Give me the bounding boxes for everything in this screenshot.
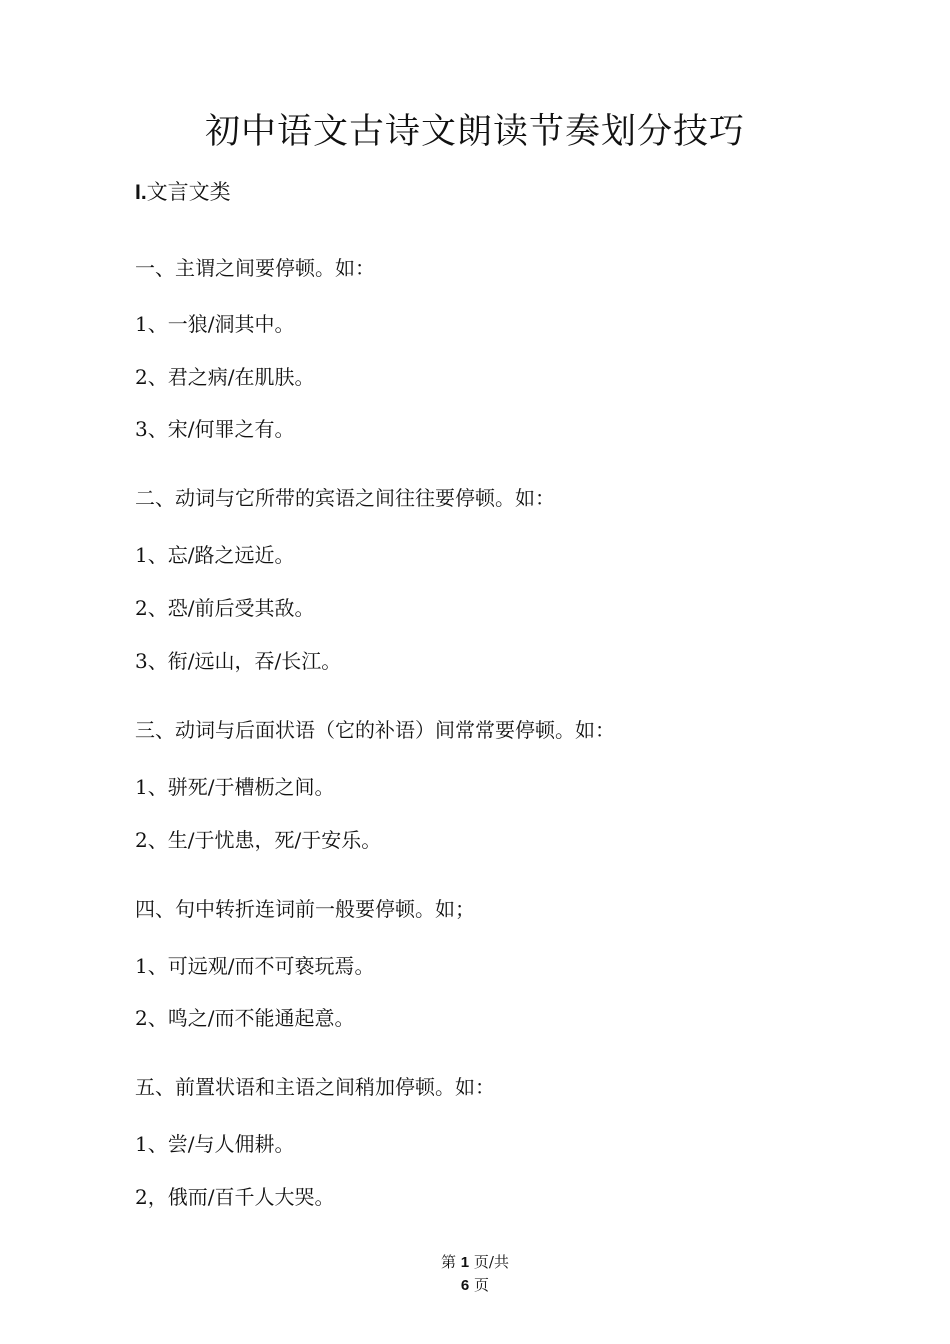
total-pages: 6 <box>460 1277 470 1294</box>
page-number-line1: 第 1 页/共 <box>441 1253 509 1271</box>
example-line: 3、宋/何罪之有。 <box>135 417 295 441</box>
section-heading <box>135 176 231 206</box>
example-line: 2、鸣之/而不能通起意。 <box>135 1006 355 1030</box>
example-line: 2，俄而/百千人大哭。 <box>135 1185 335 1209</box>
page-title: 初中语文古诗文朗读节奏划分技巧 <box>204 112 745 152</box>
example-line: 1、可远观/而不可亵玩焉。 <box>135 954 375 978</box>
rule-heading-1: 一、主谓之间要停顿。如： <box>135 256 375 280</box>
rule-heading-2: 二、动词与它所带的宾语之间往往要停顿。如： <box>135 486 555 510</box>
current-page: 1 <box>460 1254 470 1271</box>
example-line: 2、生/于忧患，死/于安乐。 <box>135 828 382 852</box>
page-number-line2: 6 页 <box>460 1276 490 1294</box>
example-line: 2、恐/前后受其敌。 <box>135 596 315 620</box>
rule-heading-4: 四、句中转折连词前一般要停顿。如； <box>135 897 475 921</box>
section-label: 文言文类 <box>146 180 231 204</box>
page-footer <box>0 1251 950 1297</box>
example-line: 1、一狼/洞其中。 <box>135 312 295 336</box>
example-line: 3、衔/远山，吞/长江。 <box>135 649 342 673</box>
example-line: 1、骈死/于槽枥之间。 <box>135 775 335 799</box>
example-line: 2、君之病/在肌肤。 <box>135 365 315 389</box>
rule-heading-3: 三、动词与后面状语（它的补语）间常常要停顿。如： <box>135 718 615 742</box>
example-line: 1、尝/与人佣耕。 <box>135 1132 295 1156</box>
section-number: I. <box>135 181 147 204</box>
rule-heading-5: 五、前置状语和主语之间稍加停顿。如： <box>135 1075 495 1099</box>
example-line: 1、忘/路之远近。 <box>135 543 295 567</box>
